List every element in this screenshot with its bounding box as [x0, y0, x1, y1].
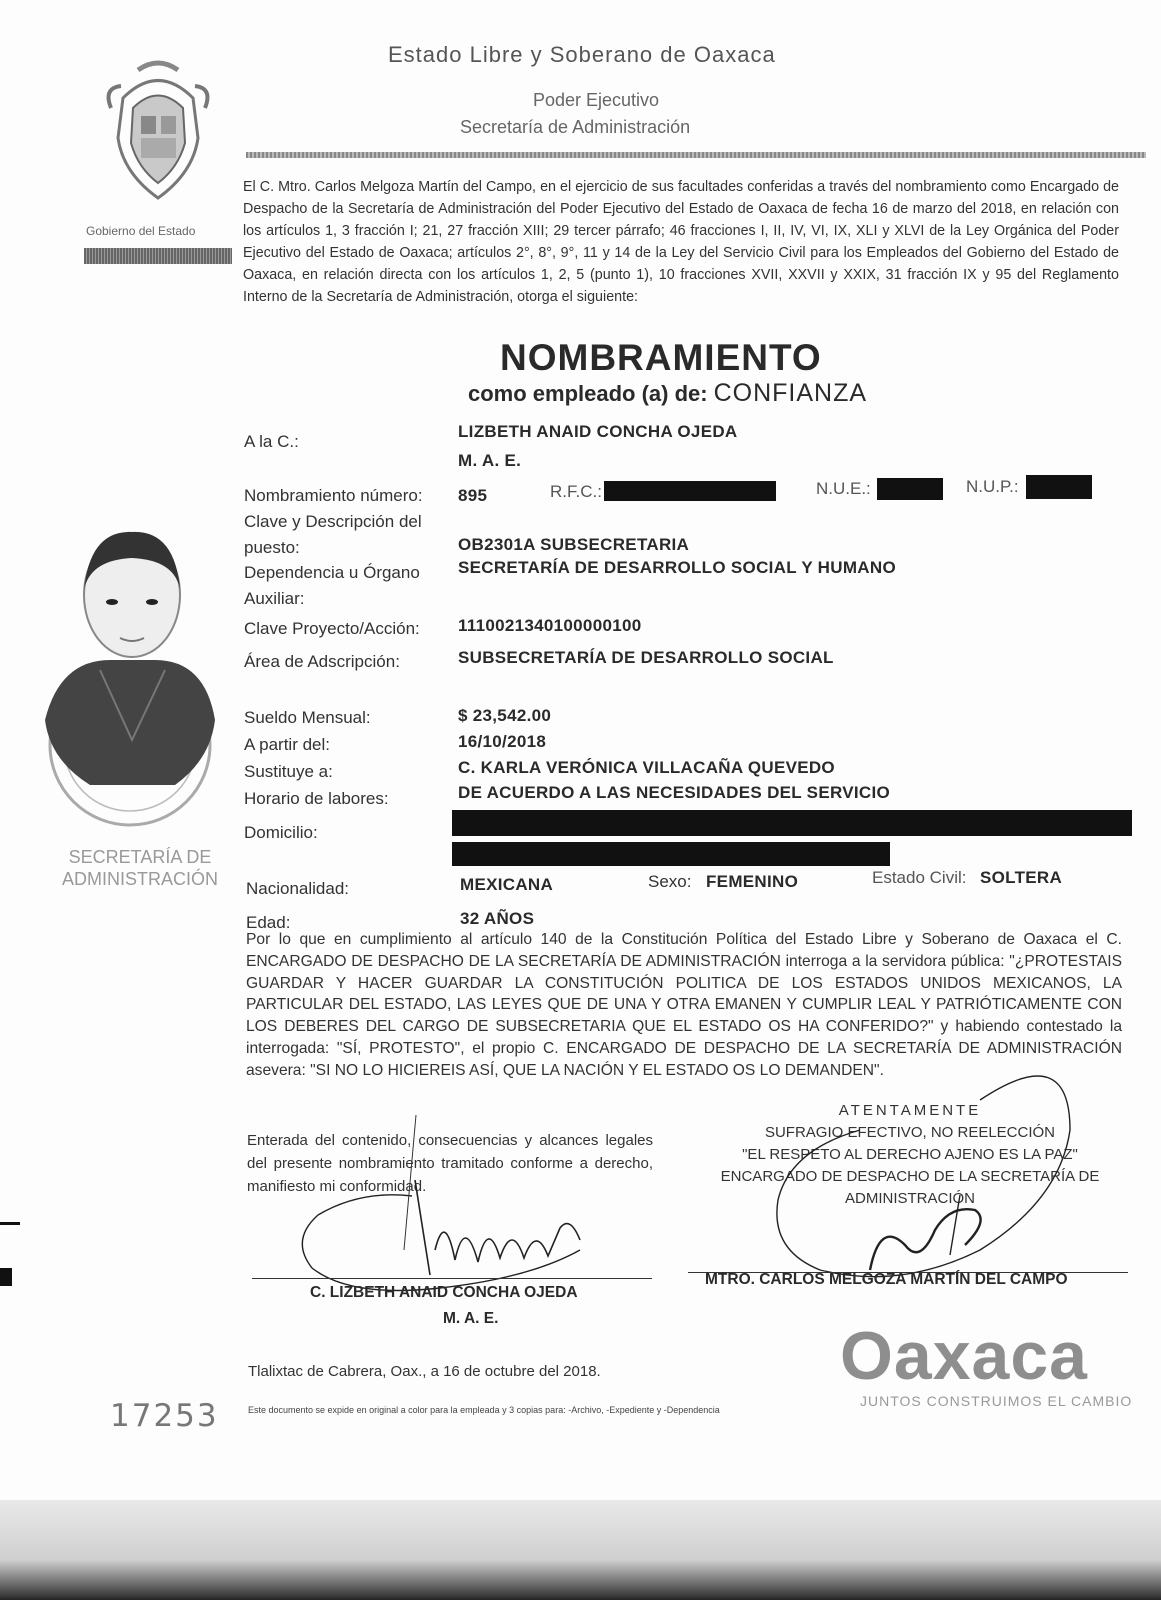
nationality-label: Nacionalidad: — [246, 879, 350, 898]
seal-caption: Gobierno del Estado — [86, 224, 196, 238]
agency-label-2: Auxiliar: — [244, 589, 305, 608]
replaces-label: Sustituye a: — [244, 762, 333, 781]
nationality-value: MEXICANA — [460, 875, 554, 894]
agency-value: SECRETARÍA DE DESARROLLO SOCIAL Y HUMANO — [458, 558, 896, 577]
branch-title: Poder Ejecutivo — [533, 90, 660, 110]
place-date: Tlalixtac de Cabrera, Oax., a 16 de octubre del 2018. — [248, 1363, 601, 1380]
closing-line-2: SUFRAGIO EFECTIVO, NO REELECCIÓN — [764, 1124, 1056, 1141]
project-value: 111002134010000010​0 — [458, 616, 642, 635]
replaces-value: C. KARLA VERÓNICA VILLACAÑA QUEVEDO — [458, 758, 835, 777]
oath-paragraph: Por lo que en cumplimiento al artículo 140 de la Constitución Política del Estado Libre y Soberano de Oaxaca el C. ENCARGADO DE DESPACHO DE LA SECRETARÍA DE ADMINISTRACIÓN interroga a la servidora pública: "¿PROTESTAIS GUARDAR Y HACER GUARDAR LA CONSTITUCIÓN POLITICA DE LOS ESTADOS UNIDOS MEXICANOS, LA PARTICULAR DEL ESTADO, LAS LEYES QUE DE UNA Y OTRA EMANEN Y CUMPLIR LEAL Y PATRIÓTICAMENTE CON LOS DEBERES DEL CARGO DE SUBSECRETARIA QUE EL ESTADO OS HA CONFERIDO?" y habiendo contestado la interrogada: "SÍ, PROTESTO", el propio C. ENCARGADO DE DESPACHO DE LA SECRETARÍA DE ADMINISTRACIÓN asevera: "SI NO LO HICIEREIS ASÍ, QUE LA NACIÓN Y EL ESTADO OS LO DEMANDEN". — [246, 931, 1122, 1079]
recipient-degree: M. A. E. — [458, 451, 522, 470]
document-title: NOMBRAMIENTO — [500, 337, 822, 378]
employment-type: CONFIANZA — [713, 379, 868, 407]
closing-line-3: "EL RESPETO AL DERECHO AJENO ES LA PAZ" — [742, 1146, 1078, 1163]
sex-value: FEMENINO — [706, 872, 799, 891]
nup-label: N.U.P.: — [966, 477, 1019, 496]
number-label: Nombramiento número: — [244, 486, 423, 505]
scan-edge-mark — [0, 1222, 20, 1225]
secretariat-title: Secretaría de Administración — [460, 117, 691, 137]
position-label-2: puesto: — [244, 538, 300, 557]
number-value: 895 — [458, 486, 488, 505]
state-title: Estado Libre y Soberano de Oaxaca — [388, 42, 776, 67]
scanner-shadow — [0, 1500, 1161, 1600]
position-label-1: Clave y Descripción del — [244, 512, 422, 531]
area-label: Área de Adscripción: — [244, 652, 400, 671]
position-value: OB2301A SUBSECRETARIA — [458, 535, 690, 554]
age-label: Edad: — [246, 913, 291, 932]
subtitle-text: como empleado (a) de: — [468, 381, 708, 406]
stamp-caption-line-1: SECRETARÍA DE — [68, 847, 212, 867]
intro-paragraph: El C. Mtro. Carlos Melgoza Martín del Campo, en el ejercicio de sus facultades conferidas a través del nombramiento como Encargado de Despacho de la Secretaría de Administración del Poder Ejecutivo del Estado de Oaxaca de fecha 16 de marzo del 2018, en relación con los artículos 1, 3 fracción I; 21, 27 fracción XIII; 29 tercer párrafo; 46 fracciones I, II, IV, VI, IX, XLI y XLVI de la Ley Orgánica del Poder Ejecutivo del Estado de Oaxaca; artículos 2°, 8°, 9°, 11 y 14 de la Ley del Servicio Civil para los Empleados del Gobierno del Estado de Oaxaca, en relación directa con los artículos 1, 2, 5 (punto 1), 10 fracciones XVII, XXVII y XXIX, 31 fracción IX y 95 del Reglamento Interno de la Secretaría de Administración, otorga el siguiente: — [243, 179, 1119, 305]
acceptance-paragraph: Enterada del contenido, consecuencias y alcances legales del presente nombramiento tramitado conforme a derecho, manifiesto mi conformidad. — [247, 1132, 653, 1195]
official-signature-name: MTRO. CARLOS MELGOZA MARTÍN DEL CAMPO — [705, 1271, 1068, 1288]
rfc-label: R.F.C.: — [550, 482, 602, 501]
employee-signature-degree: M. A. E. — [443, 1310, 499, 1327]
nue-label: N.U.E.: — [816, 479, 871, 498]
civil-value: SOLTERA — [980, 868, 1063, 887]
oaxaca-logo-tagline: JUNTOS CONSTRUIMOS EL CAMBIO — [860, 1393, 1133, 1409]
schedule-value: DE ACUERDO A LAS NECESIDADES DEL SERVICIO — [458, 783, 891, 802]
closing-line-1: ATENTAMENTE — [838, 1102, 982, 1119]
start-label: A partir del: — [244, 735, 330, 754]
civil-label: Estado Civil: — [872, 868, 967, 887]
scan-edge-mark — [0, 1268, 12, 1286]
start-value: 16/10/2018 — [458, 732, 547, 751]
footnote: Este documento se expide en original a color para la empleada y 3 copias para: -Archivo, -Expediente y -Dependencia — [248, 1405, 720, 1415]
employee-signature-line — [252, 1278, 652, 1279]
salary-label: Sueldo Mensual: — [244, 708, 371, 727]
closing-line-4: ENCARGADO DE DESPACHO DE LA SECRETARÍA DE ADMINISTRACIÓN — [720, 1168, 1100, 1207]
sex-label: Sexo: — [648, 872, 692, 891]
oaxaca-logo: Oaxaca — [840, 1318, 1088, 1394]
project-label: Clave Proyecto/Acción: — [244, 619, 420, 638]
recipient-name: LIZBETH ANAID CONCHA OJEDA — [458, 422, 738, 441]
agency-label-1: Dependencia u Órgano — [244, 563, 420, 582]
stamp-caption-line-2: ADMINISTRACIÓN — [61, 869, 218, 889]
age-value: 32 AÑOS — [460, 909, 535, 928]
folio-number: 17253 — [110, 1398, 219, 1434]
recipient-label: A la C.: — [244, 432, 299, 451]
employee-signature-name: C. LIZBETH ANAID CONCHA OJEDA — [310, 1284, 578, 1301]
area-value: SUBSECRETARÍA DE DESARROLLO SOCIAL — [458, 648, 834, 667]
address-label: Domicilio: — [244, 823, 318, 842]
schedule-label: Horario de labores: — [244, 789, 389, 808]
salary-value: $ 23,542.00 — [458, 706, 552, 725]
